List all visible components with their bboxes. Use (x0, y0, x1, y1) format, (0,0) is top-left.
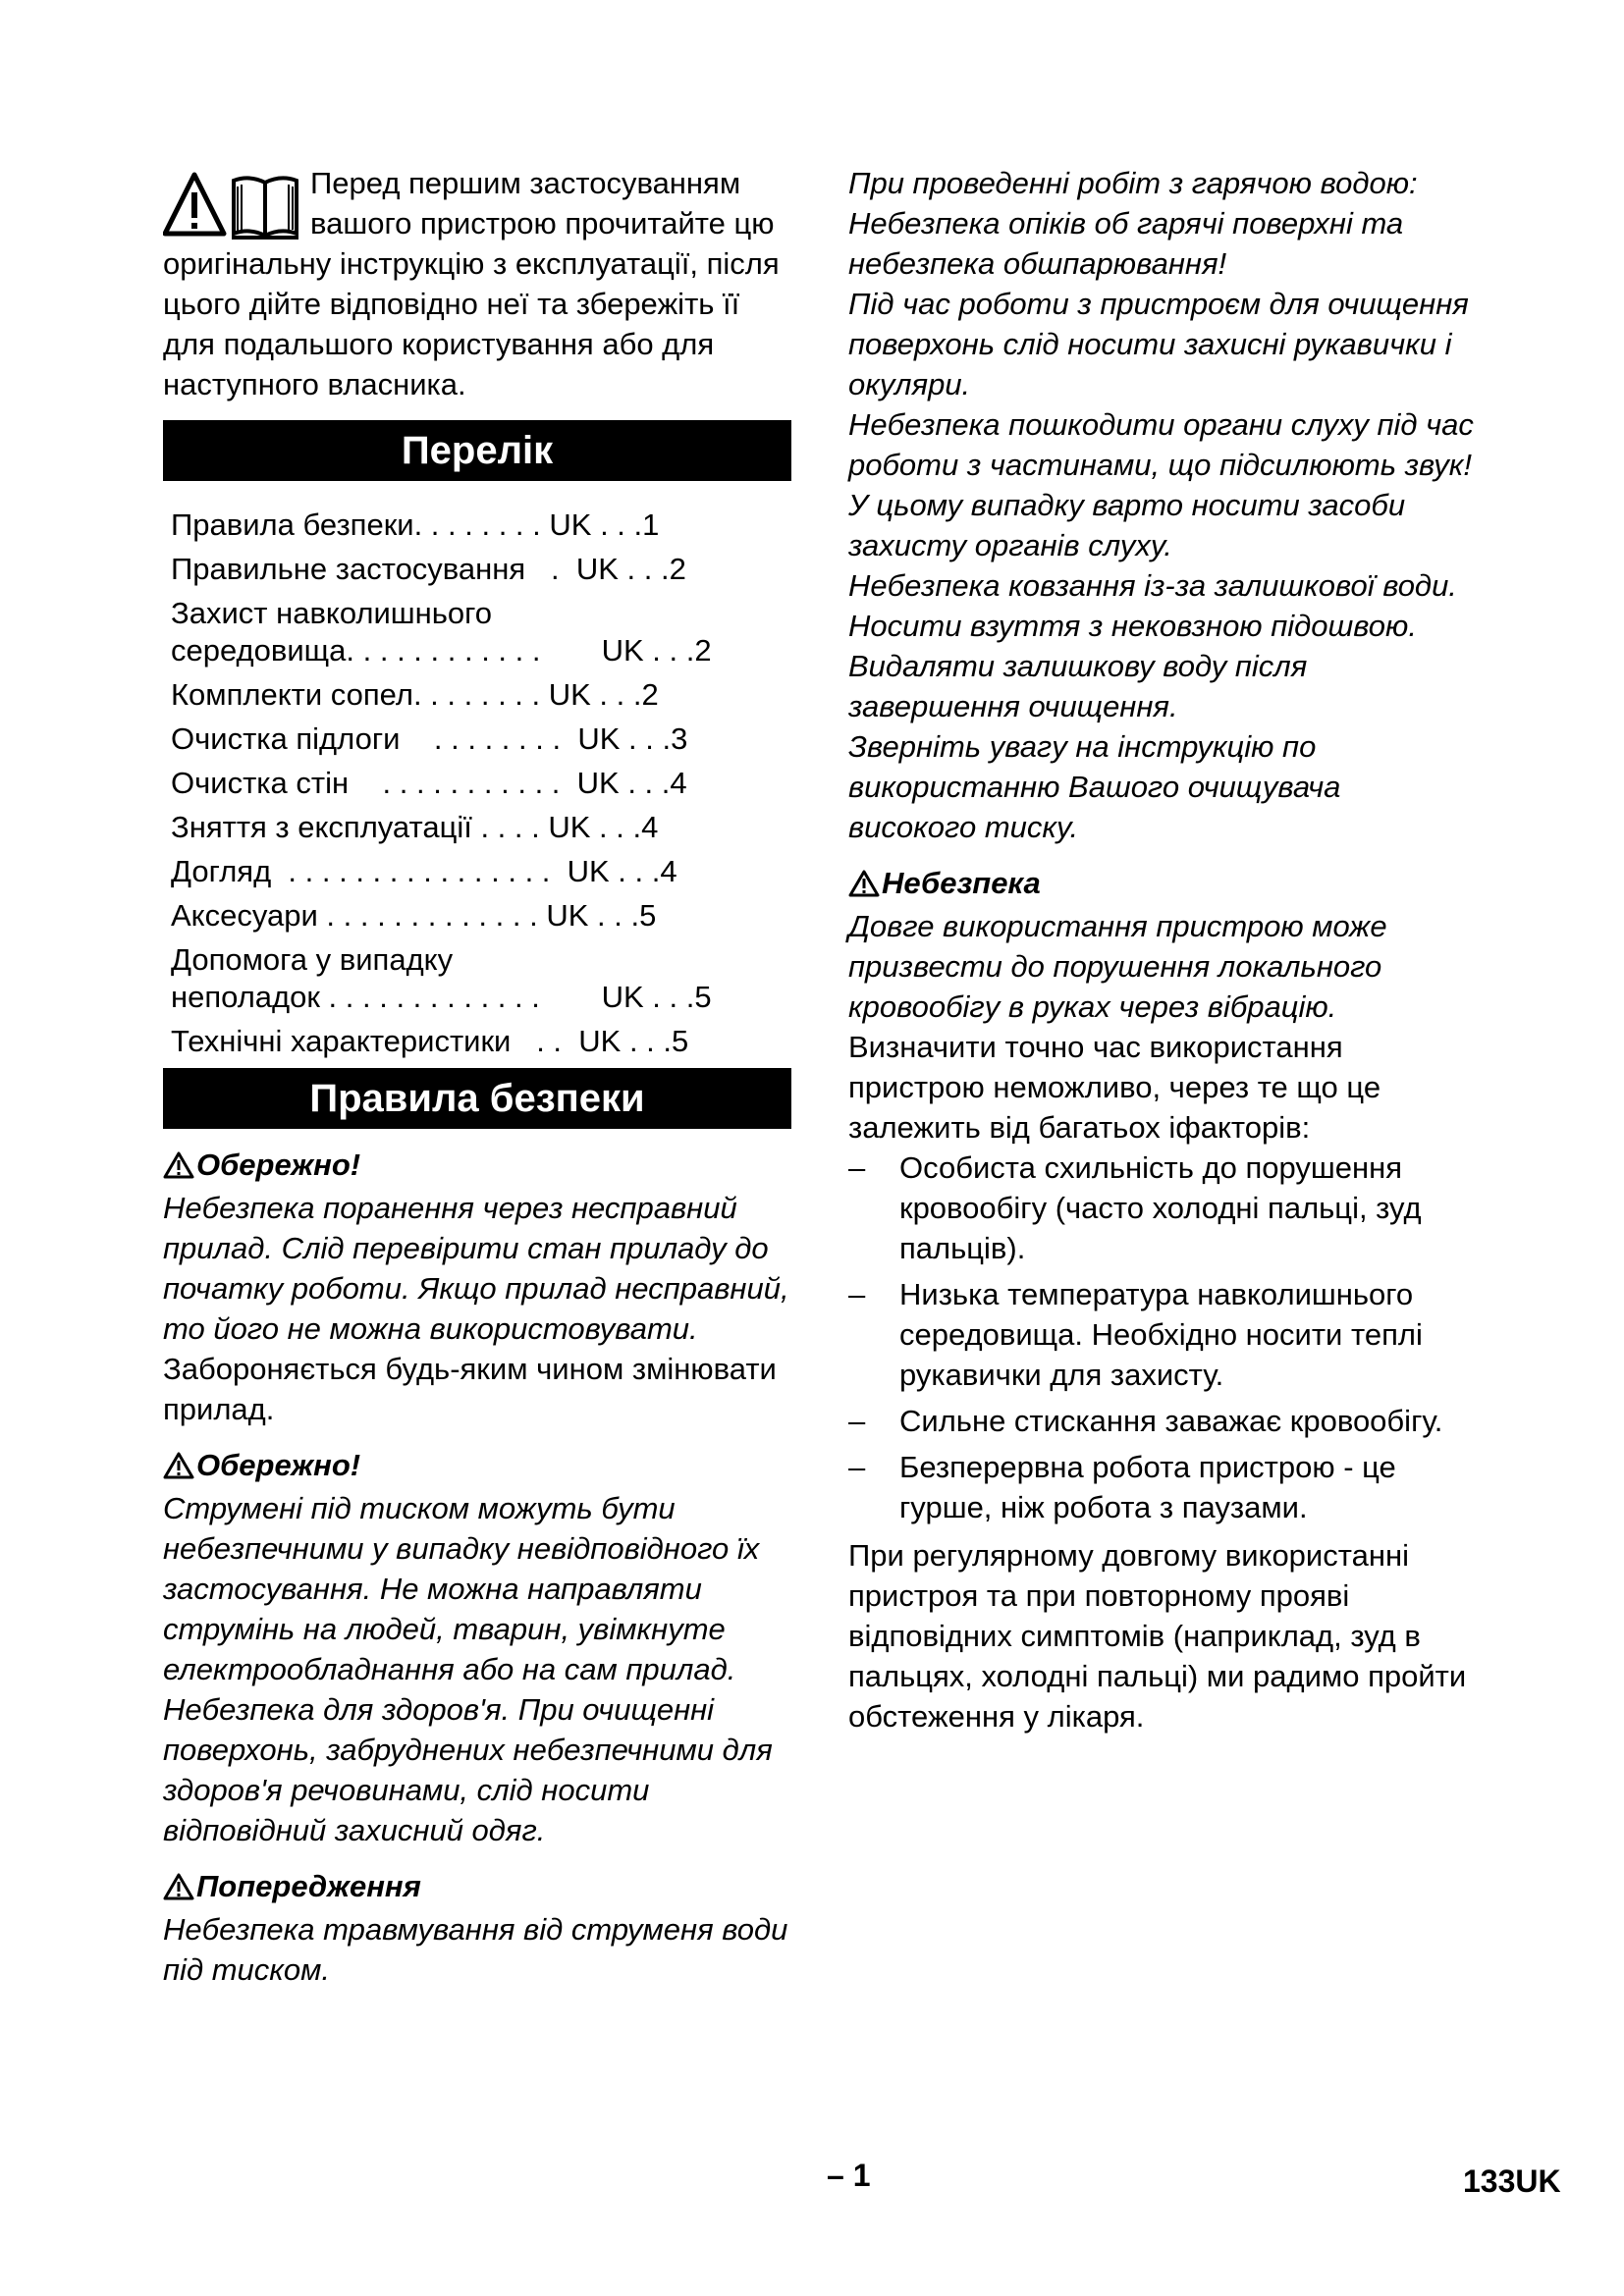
warning-triangle-icon (163, 1872, 194, 1901)
safety-heading: Правила безпеки (163, 1068, 791, 1129)
warning-caution-1-note: Забороняється будь-яким чином змінювати прилад. (163, 1352, 777, 1426)
intro-block (163, 163, 791, 404)
warning-manual-icon (163, 169, 300, 241)
toc-item[interactable]: Аксесуари . . . . . . . . . . . . . UK . . .5 (171, 898, 657, 933)
medical-advice: При регулярному довгому використанні пристроя та при повторному прояві відповідних симптомів (наприклад, зуд в пальцях, холодні пальці) ми радимо пройти обстеження у лікаря. (848, 1538, 1467, 1734)
intro-text: Перед першим застосуванням вашого пристрою прочитайте цю оригінальну інструкцію з експлуатації, після цього дійте відповідно неї та збережіть її для подальшого користування або для наступного власника. (163, 166, 780, 401)
hot-water-warning: При проведенні робіт з гарячою водою: Небезпека опіків об гарячі поверхні та небезпека обшпарювання! (848, 166, 1418, 281)
warning-caution-1: Обережно! (163, 1143, 791, 1188)
toc-item[interactable]: Комплекти сопел. . . . . . . . UK . . .2 (171, 677, 659, 712)
page-code: 133UK (1463, 2163, 1561, 2199)
toc-item[interactable]: Правила безпеки. . . . . . . . UK . . .1 (171, 507, 660, 542)
table-of-contents (171, 507, 791, 1060)
list-item: – Особиста схильність до порушення кровообігу (часто холодні пальці, зуд пальців). (848, 1150, 1422, 1265)
toc-item[interactable]: Очистка стін . . . . . . . . . . . UK . . .4 (171, 766, 687, 800)
toc-item[interactable]: Захист навколишнього середовища. . . . . . . . . . . . UK . . .2 (171, 596, 712, 667)
warning-triangle-icon (163, 1150, 194, 1180)
page-number: – 1 (827, 2158, 871, 2193)
vibration-warning: Довге використання пристрою може призвести до порушення локального кровообігу в руках через вібрацію. (848, 909, 1387, 1024)
factor-list (848, 1148, 1477, 1527)
toc-heading: Перелік (163, 420, 791, 481)
gloves-warning: Під час роботи з пристроєм для очищення поверхонь слід носити захисні рукавички і окуляри. (848, 287, 1469, 401)
slip-warning: Небезпека ковзання із-за залишкової води. Носити взуття з нековзною підошвою. Видаляти залишкову воду після завершення очищення. (848, 568, 1457, 723)
usage-time-note: Визначити точно час використання пристрою неможливо, через те що це залежить від багатьох іфакторів: (848, 1030, 1381, 1145)
toc-item[interactable]: Догляд . . . . . . . . . . . . . . . . UK . . .4 (171, 854, 677, 888)
warning-caution-2-text: Струмені під тиском можуть бути небезпечними у випадку невідповідного їх застосування. Не можна направляти струмінь на людей, тварин, увімкнуте електрообладнання або на сам прилад. Небезпека для здоров'я. При очищенні поверхонь, забруднених небезпечними для здоров'я речовинами, слід носити відповідний захисний одяг. (163, 1491, 773, 1847)
manual-reference: Зверніть увагу на інструкцію по використанню Вашого очищувача високого тиску. (848, 729, 1341, 844)
right-column (848, 163, 1477, 1736)
list-item: – Сильне стискання заважає кровообігу. (848, 1404, 1443, 1438)
warning-notice: Попередження (163, 1864, 791, 1909)
hearing-warning: Небезпека пошкодити органи слуху під час роботи з частинами, що підсилюють звук! У цьому випадку варто носити засоби захисту органів слуху. (848, 407, 1474, 562)
toc-item[interactable]: Зняття з експлуатації . . . . UK . . .4 (171, 810, 659, 844)
toc-item[interactable]: Технічні характеристики . . UK . . .5 (171, 1024, 689, 1058)
warning-danger: Небезпека (848, 861, 1477, 906)
list-item: – Низька температура навколишнього середовища. Необхідно носити теплі рукавички для захисту. (848, 1277, 1423, 1392)
warning-notice-text: Небезпека травмування від струменя води під тиском. (163, 1912, 788, 1987)
warning-triangle-icon (848, 869, 880, 898)
toc-item[interactable]: Правильне застосування . UK . . .2 (171, 552, 686, 586)
warning-caution-2: Обережно! (163, 1443, 791, 1488)
toc-item[interactable]: Очистка підлоги . . . . . . . . UK . . .3 (171, 721, 688, 756)
warning-triangle-icon (163, 1451, 194, 1480)
left-column (163, 163, 791, 1990)
list-item: – Безперервна робота пристрою - це гурше, ніж робота з паузами. (848, 1450, 1396, 1524)
warning-caution-1-text: Небезпека поранення через несправний прилад. Слід перевірити стан приладу до початку роботи. Якщо прилад несправний, то його не можна використовувати. (163, 1191, 789, 1346)
toc-item[interactable]: Допомога у випадку неполадок . . . . . . . . . . . . . UK . . .5 (171, 942, 712, 1014)
